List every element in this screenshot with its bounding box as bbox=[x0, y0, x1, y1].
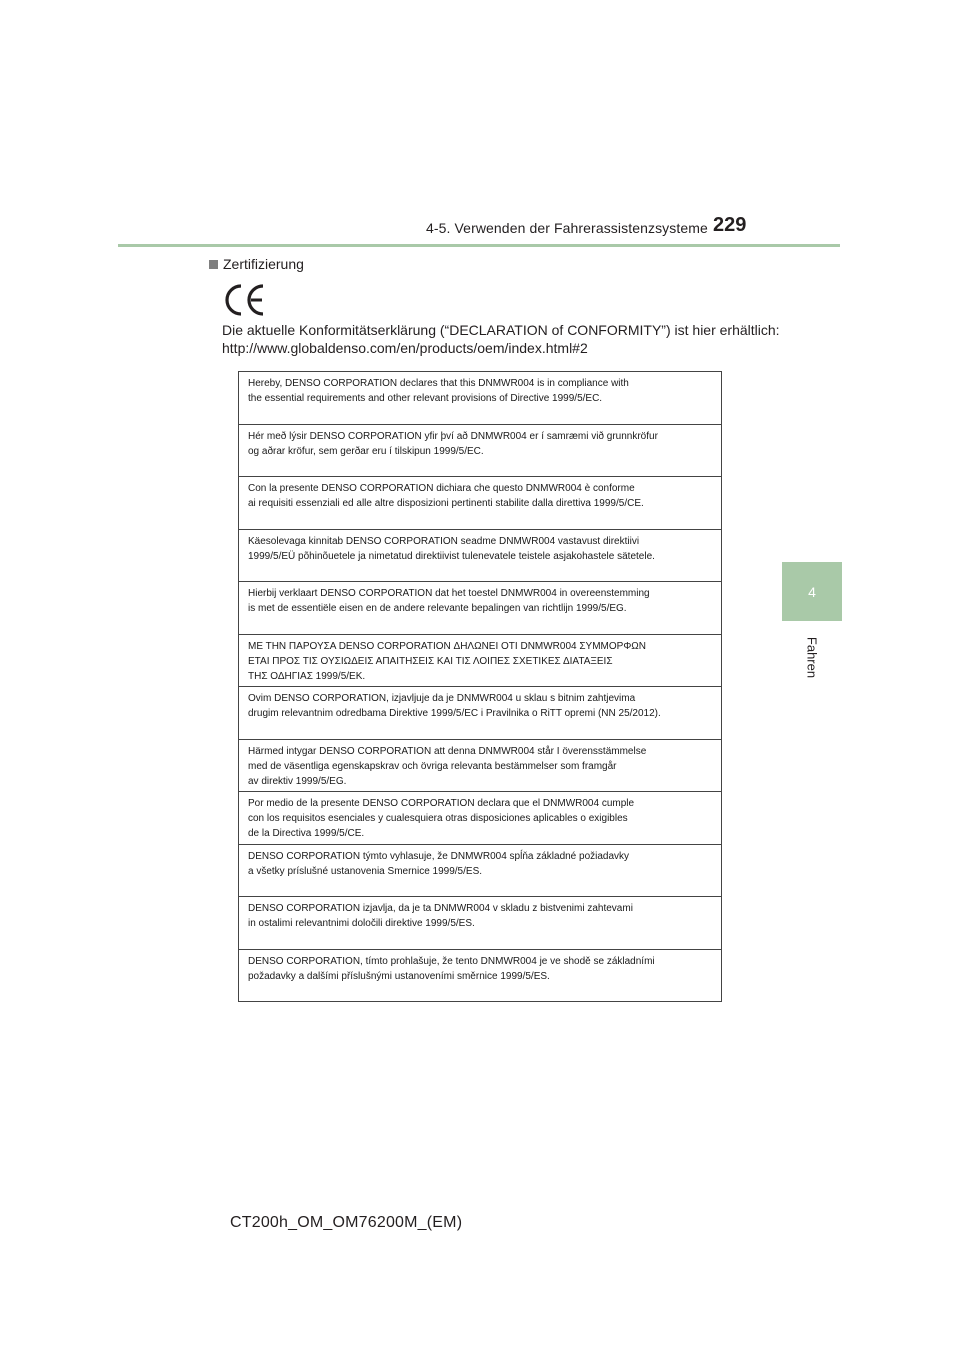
declaration-line: Ovim DENSO CORPORATION, izjavljuje da je DNMWR004 u sklau s bitnim zahtjevima bbox=[248, 693, 636, 704]
ce-mark-icon bbox=[223, 283, 265, 317]
declaration-row bbox=[239, 477, 721, 530]
header-divider bbox=[118, 244, 840, 247]
declaration-line: de la Directiva 1999/5/CE. bbox=[248, 828, 365, 839]
declaration-line: the essential requirements and other relevant provisions of Directive 1999/5/EC. bbox=[248, 393, 603, 404]
intro-text bbox=[222, 321, 782, 357]
declaration-row bbox=[239, 950, 721, 1002]
declaration-line: Con la presente DENSO CORPORATION dichiara che questo DNMWR004 è conforme bbox=[248, 483, 635, 494]
declaration-row bbox=[239, 687, 721, 740]
page-number: 229 bbox=[713, 214, 747, 236]
declaration-line: DENSO CORPORATION týmto vyhlasuje, že DNMWR004 spĺňa základné požiadavky bbox=[248, 850, 630, 862]
declaration-line: ai requisiti essenziali ed alle altre disposizioni pertinenti stabilite dalla direttiva 1999/5/CE. bbox=[248, 498, 644, 509]
declaration-row bbox=[239, 792, 721, 845]
declaration-row bbox=[239, 897, 721, 950]
declaration-line: ΜΕ ΤΗΝ ΠΑΡΟΥΣΑ DENSO CORPORATION ΔΗΛΩΝΕΙ ΟΤΙ DNMWR004 ΣΥΜΜΟΡΦΩΝ bbox=[248, 640, 646, 652]
declaration-line: ΤΗΣ ΟΔΗΓΙΑΣ 1999/5/ΕΚ. bbox=[248, 670, 366, 682]
declaration-line: Hereby, DENSO CORPORATION declares that this DNMWR004 is in compliance with bbox=[248, 378, 629, 389]
declaration-line: av direktiv 1999/5/EG. bbox=[248, 775, 347, 787]
declaration-row bbox=[239, 582, 721, 635]
declaration-table bbox=[238, 371, 722, 1002]
intro-line: Die aktuelle Konformitätserklärung (“DECLARATION of CONFORMITY”) ist hier erhältlich: bbox=[222, 322, 780, 338]
declaration-line: in ostalimi relevantnimi določili direktive 1999/5/ES. bbox=[248, 918, 475, 929]
chapter-number: 4 bbox=[808, 583, 816, 600]
declaration-line: Hierbij verklaart DENSO CORPORATION dat het toestel DNMWR004 in overeenstemming bbox=[248, 588, 650, 599]
declaration-line: DENSO CORPORATION, tímto prohlašuje, že tento DNMWR004 je ve shodě se základními bbox=[248, 955, 655, 967]
section-title: 4-5. Verwenden der Fahrerassistenzsysteme bbox=[426, 220, 708, 236]
declaration-line: con los requisitos esenciales y cualesquiera otras disposiciones aplicables o exigibles bbox=[248, 813, 628, 824]
declaration-line: Härmed intygar DENSO CORPORATION att denna DNMWR004 står I överensstämmelse bbox=[248, 745, 647, 757]
intro-url: http://www.globaldenso.com/en/products/oem/index.html#2 bbox=[222, 340, 588, 356]
declaration-line: og aðrar kröfur, sem gerðar eru í tilskipun 1999/5/EC. bbox=[248, 445, 484, 457]
declaration-row bbox=[239, 740, 721, 793]
declaration-row bbox=[239, 372, 721, 425]
declaration-line: is met de essentiële eisen en de andere relevante bepalingen van richtlijn 1999/5/EG. bbox=[248, 603, 627, 614]
declaration-row bbox=[239, 845, 721, 898]
sub-heading-text: Zertifizierung bbox=[223, 256, 304, 272]
declaration-line: 1999/5/EÜ põhinõuetele ja nimetatud direktiivist tulenevatele teistele asjakohastele sätetele. bbox=[248, 550, 655, 562]
declaration-line: DENSO CORPORATION izjavlja, da je ta DNMWR004 v skladu z bistvenimi zahtevami bbox=[248, 903, 633, 914]
chapter-tab bbox=[782, 562, 842, 621]
declaration-line: požadavky a dalšími příslušnými ustanoveními směrnice 1999/5/ES. bbox=[248, 970, 550, 982]
declaration-line: drugim relevantnim odredbama Direktive 1999/5/EC i Pravilnika o RiTT opremi (NN 25/2012). bbox=[248, 708, 661, 719]
declaration-row bbox=[239, 425, 721, 478]
declaration-line: a všetky príslušné ustanovenia Smernice 1999/5/ES. bbox=[248, 865, 483, 877]
declaration-line: Por medio de la presente DENSO CORPORATION declara que el DNMWR004 cumple bbox=[248, 798, 635, 809]
square-bullet-icon bbox=[209, 260, 218, 269]
declaration-line: Käesolevaga kinnitab DENSO CORPORATION seadme DNMWR004 vastavust direktiivi bbox=[248, 535, 640, 547]
declaration-line: med de väsentliga egenskapskrav och övriga relevanta bestämmelser som framgår bbox=[248, 760, 617, 772]
declaration-row bbox=[239, 635, 721, 688]
document-code: CT200h_OM_OM76200M_(EM) bbox=[230, 1214, 463, 1231]
chapter-label: Fahren bbox=[804, 636, 820, 679]
declaration-line: Hér með lýsir DENSO CORPORATION yfir því að DNMWR004 er í samræmi við grunnkröfur bbox=[248, 430, 658, 442]
sub-heading bbox=[209, 256, 304, 272]
declaration-row bbox=[239, 530, 721, 583]
declaration-line: ΕΤΑΙ ΠΡΟΣ ΤΙΣ ΟΥΣΙΩΔΕΙΣ ΑΠΑΙΤΗΣΕΙΣ ΚΑΙ ΤΙΣ ΛΟΙΠΕΣ ΣΧΕΤΙΚΕΣ ΔΙΑΤΑΞΕΙΣ bbox=[248, 655, 613, 667]
